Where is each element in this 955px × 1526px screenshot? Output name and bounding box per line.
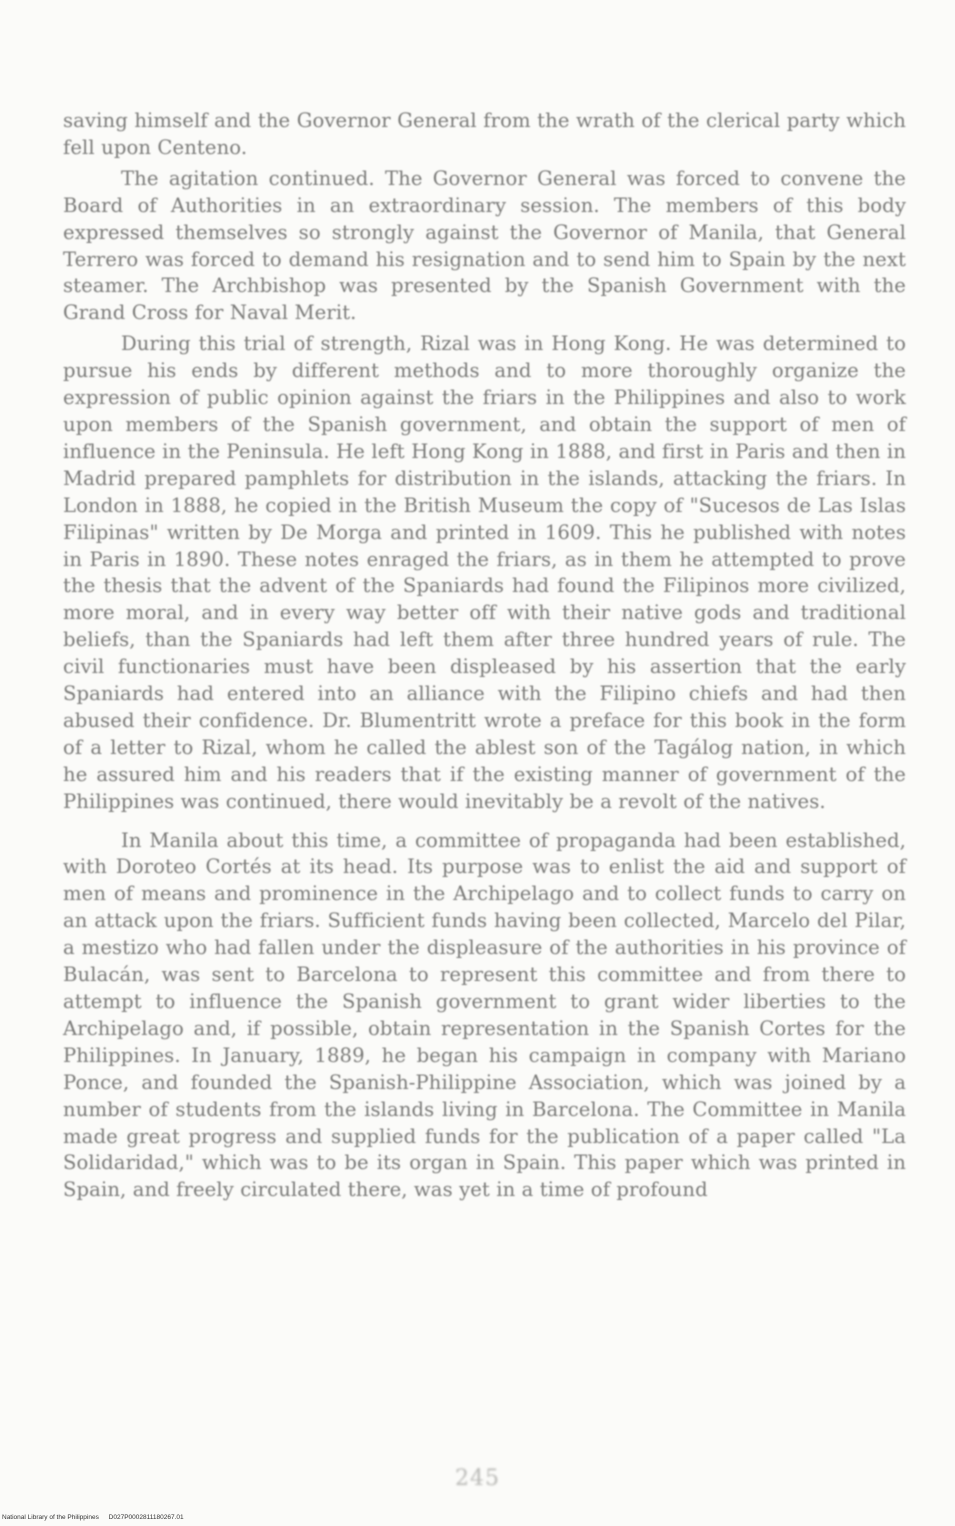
scan-footer — [2, 1514, 184, 1522]
paragraph-1: saving himself and the Governor General from the wrath of the clerical party which fell upon Centeno. — [63, 109, 906, 159]
footer-identifier: D027P0002811180267.01 — [108, 1514, 184, 1521]
footer-institution: National Library of the Philippines — [2, 1514, 99, 1521]
paragraph-2: The agitation continued. The Governor General was forced to convene the Board of Authorities in an extraordinary session. The members of this body expressed themselves so strongly against the Governor of Manila, that General Terrero was forced to demand his resignation and to send him to Spain by the next steamer. The Archbishop was presented by the Spanish Government with the Grand Cross for Naval Merit. — [63, 166, 906, 325]
paragraph-4: In Manila about this time, a committee of propaganda had been established, with Doroteo Cortés at its head. Its purpose was to enlist the aid and support of men of means and prominence in the Archipelago and to collect funds to carry on an attack upon the friars. Sufficient funds having been collected, Marcelo del Pilar, a mestizo who had fallen under the displeasure of the authorities in his province of Bulacán, was sent to Barcelona to represent this committee and from there to attempt to influence the Spanish government to grant wider liberties to the Archipelago and, if possible, obtain representation in the Spanish Cortes for the Philippines. In January, 1889, he began his campaign in company with Mariano Ponce, and founded the Spanish-Philippine Association, which was joined by a number of students from the islands living in Barcelona. The Committee in Manila made great progress and supplied funds for the publication of a paper called "La Solidaridad," which was to be its organ in Spain. This paper which was printed in Spain, and freely circulated there, was yet in a time of profound — [63, 828, 906, 1202]
paragraph-3: During this trial of strength, Rizal was in Hong Kong. He was determined to pursue his ends by different methods and to more thoroughly organize the expression of public opinion against the friars in the Philippines and also to work upon members of the Spanish government, and obtain the support of men of influence in the Peninsula. He left Hong Kong in 1888, and first in Paris and then in Madrid prepared pamphlets for distribution in the islands, attacking the friars. In London in 1888, he copied in the British Museum the copy of "Sucesos de Las Islas Filipinas" written by De Morga and printed in 1609. This he published with notes in Paris in 1890. These notes enraged the friars, as in them he attempted to prove the thesis that the advent of the Spaniards had found the Filipinos more civilized, more moral, and in every way better off with their native gods and traditional beliefs, than the Spaniards had left them after three hundred years of rule. The civil functionaries must have been displeased by his assertion that the early Spaniards had entered into an alliance with the Filipino chiefs and had then abused their confidence. Dr. Blumentritt wrote a preface for this book in the form of a letter to Rizal, whom he called the ablest son of the Tagálog nation, in which he assured him and his readers that if the existing manner of government of the Philippines was continued, there would inevitably be a revolt of the natives. — [63, 332, 906, 813]
page-number: 245 — [455, 1466, 500, 1491]
body-text — [63, 108, 906, 1204]
